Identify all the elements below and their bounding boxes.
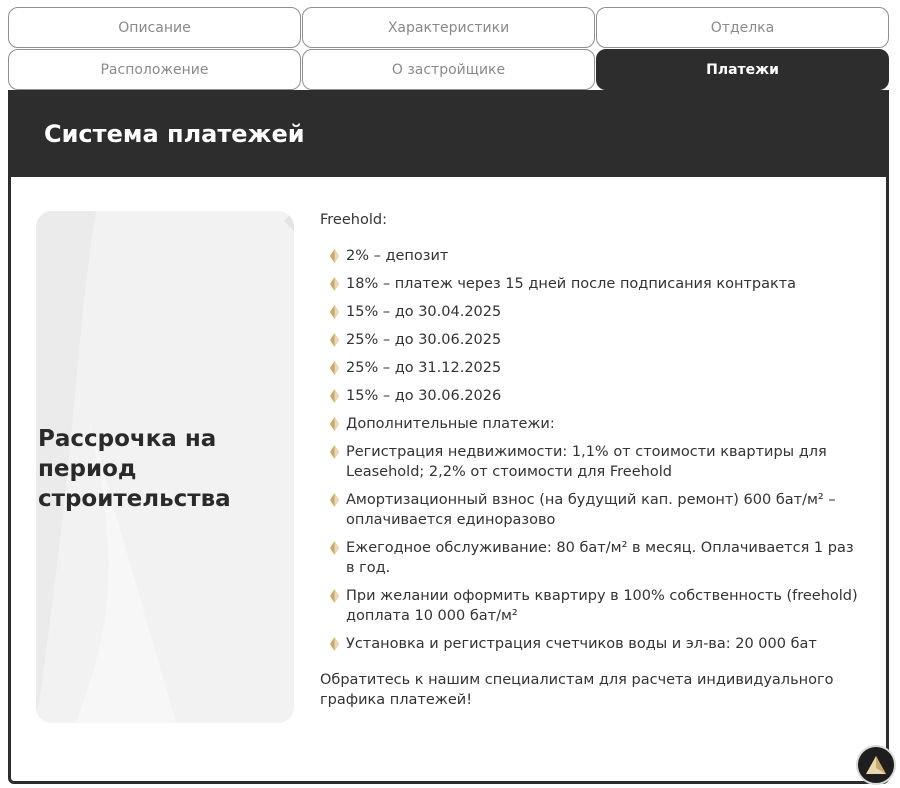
list-item: Амортизационный взнос (на будущий кап. ремонт) 600 бат/м² – оплачивается единоразово (320, 490, 865, 530)
list-item: 2% – депозит (320, 246, 865, 266)
outro-text: Обратитесь к нашим специалистам для расчета индивидуального графика платежей! (320, 672, 834, 708)
diamond-bullet-icon (330, 305, 339, 319)
list-item: 18% – платеж через 15 дней после подписания контракта (320, 274, 865, 294)
tab-row-1 (8, 7, 889, 48)
list-item: 15% – до 30.04.2025 (320, 302, 865, 322)
diamond-bullet-icon (330, 417, 339, 431)
tab-row-2 (8, 49, 889, 90)
tab-bar (8, 7, 889, 91)
tab-payments[interactable]: Платежи (596, 49, 889, 90)
diamond-bullet-icon (330, 637, 339, 651)
tab-description[interactable]: Описание (8, 7, 301, 48)
payment-details (320, 210, 865, 710)
panel-title: Система платежей (44, 119, 305, 148)
list-item: 25% – до 30.06.2025 (320, 330, 865, 350)
diamond-bullet-icon (330, 589, 339, 603)
list-item: 25% – до 31.12.2025 (320, 358, 865, 378)
list-item: Регистрация недвижимости: 1,1% от стоимости квартиры для Leasehold; 2,2% от стоимости для Freehold (320, 442, 865, 482)
list-item: 15% – до 30.06.2026 (320, 386, 865, 406)
tab-characteristics[interactable]: Характеристики (302, 7, 595, 48)
diamond-bullet-icon (330, 277, 339, 291)
scroll-to-top-button[interactable] (856, 745, 896, 785)
card-title: Рассрочка на период строительства (38, 426, 231, 512)
list-item: Ежегодное обслуживание: 80 бат/м² в месяц. Оплачивается 1 раз в год. (320, 538, 865, 578)
panel-header (11, 90, 886, 177)
diamond-bullet-icon (330, 541, 339, 555)
tab-developer[interactable]: О застройщике (302, 49, 595, 90)
intro-text: Freehold: (320, 212, 387, 228)
list-item: Дополнительные платежи: (320, 414, 865, 434)
diamond-bullet-icon (330, 445, 339, 459)
payments-panel (8, 90, 889, 784)
diamond-bullet-icon (330, 361, 339, 375)
diamond-bullet-icon (330, 389, 339, 403)
list-item: При желании оформить квартиру в 100% собственность (freehold) доплата 10 000 бат/м² (320, 586, 865, 626)
diamond-bullet-icon (330, 493, 339, 507)
diamond-bullet-icon (330, 249, 339, 263)
up-triangle-icon (865, 755, 887, 775)
diamond-bullet-icon (330, 333, 339, 347)
list-item: Установка и регистрация счетчиков воды и эл-ва: 20 000 бат (320, 634, 865, 654)
tab-location[interactable]: Расположение (8, 49, 301, 90)
payment-list (320, 246, 865, 654)
installment-card (36, 211, 294, 723)
tab-finishing[interactable]: Отделка (596, 7, 889, 48)
